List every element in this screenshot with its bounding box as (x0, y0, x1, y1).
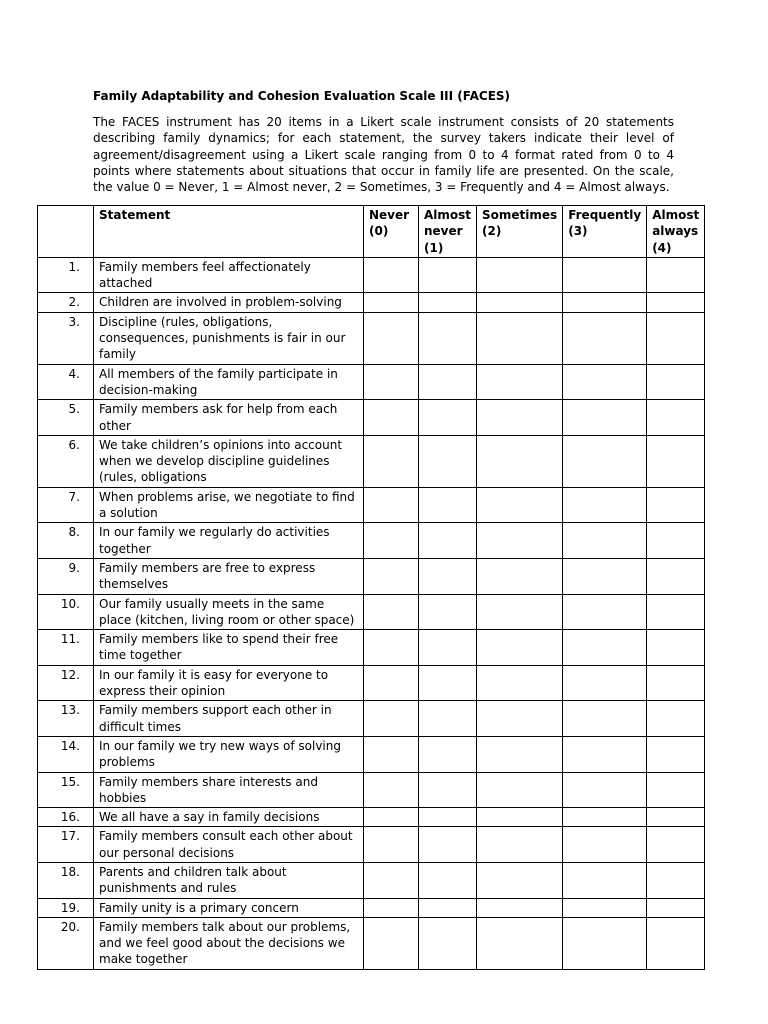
item-statement: Family unity is a primary concern (94, 898, 364, 917)
item-statement: Family members are free to express themselves (94, 558, 364, 594)
document-title: Family Adaptability and Cohesion Evaluation Scale III (FACES) (93, 89, 511, 103)
answer-cell-frequently[interactable] (563, 630, 647, 666)
answer-cell-sometimes[interactable] (477, 862, 563, 898)
answer-cell-never[interactable] (364, 257, 419, 293)
answer-cell-sometimes[interactable] (477, 772, 563, 808)
table-row (38, 558, 705, 594)
answer-cell-never[interactable] (364, 523, 419, 559)
answer-cell-almost-always[interactable] (647, 736, 705, 772)
item-statement: Parents and children talk about punishments and rules (94, 862, 364, 898)
header-almost-never: Almost never (1) (419, 206, 477, 258)
answer-cell-never[interactable] (364, 630, 419, 666)
answer-cell-sometimes[interactable] (477, 257, 563, 293)
item-number: 17. (38, 827, 94, 863)
answer-cell-almost-always[interactable] (647, 558, 705, 594)
answer-cell-frequently[interactable] (563, 665, 647, 701)
answer-cell-never[interactable] (364, 701, 419, 737)
answer-cell-sometimes[interactable] (477, 400, 563, 436)
answer-cell-never[interactable] (364, 808, 419, 827)
answer-cell-almost-always[interactable] (647, 898, 705, 917)
answer-cell-almost-always[interactable] (647, 630, 705, 666)
item-statement: Family members share interests and hobbies (94, 772, 364, 808)
item-number: 15. (38, 772, 94, 808)
answer-cell-almost-never[interactable] (419, 293, 477, 312)
answer-cell-almost-always[interactable] (647, 862, 705, 898)
answer-cell-frequently[interactable] (563, 862, 647, 898)
answer-cell-frequently[interactable] (563, 736, 647, 772)
answer-cell-sometimes[interactable] (477, 487, 563, 523)
item-number: 14. (38, 736, 94, 772)
answer-cell-never[interactable] (364, 665, 419, 701)
item-number: 20. (38, 917, 94, 969)
answer-cell-almost-always[interactable] (647, 523, 705, 559)
table-body (38, 257, 705, 969)
answer-cell-sometimes[interactable] (477, 435, 563, 487)
header-sometimes: Sometimes (2) (477, 206, 563, 258)
table-row (38, 898, 705, 917)
answer-cell-never[interactable] (364, 293, 419, 312)
header-almost-always: Almost always (4) (647, 206, 705, 258)
answer-cell-almost-never[interactable] (419, 435, 477, 487)
table-row (38, 364, 705, 400)
answer-cell-sometimes[interactable] (477, 558, 563, 594)
item-number: 2. (38, 293, 94, 312)
header-number (38, 206, 94, 258)
item-statement: Family members consult each other about our personal decisions (94, 827, 364, 863)
item-statement: Discipline (rules, obligations, consequences, punishments is fair in our family (94, 312, 364, 364)
answer-cell-never[interactable] (364, 862, 419, 898)
table-row (38, 594, 705, 630)
answer-cell-almost-never[interactable] (419, 523, 477, 559)
table-row (38, 772, 705, 808)
answer-cell-never[interactable] (364, 558, 419, 594)
answer-cell-frequently[interactable] (563, 808, 647, 827)
item-number: 11. (38, 630, 94, 666)
answer-cell-almost-always[interactable] (647, 701, 705, 737)
item-statement: All members of the family participate in decision-making (94, 364, 364, 400)
answer-cell-frequently[interactable] (563, 400, 647, 436)
table-row (38, 257, 705, 293)
answer-cell-almost-never[interactable] (419, 862, 477, 898)
answer-cell-frequently[interactable] (563, 487, 647, 523)
table-row (38, 630, 705, 666)
answer-cell-almost-always[interactable] (647, 917, 705, 969)
table-row (38, 312, 705, 364)
answer-cell-frequently[interactable] (563, 917, 647, 969)
header-frequently: Frequently (3) (563, 206, 647, 258)
answer-cell-almost-never[interactable] (419, 594, 477, 630)
answer-cell-almost-always[interactable] (647, 772, 705, 808)
answer-cell-frequently[interactable] (563, 364, 647, 400)
table-row (38, 435, 705, 487)
answer-cell-sometimes[interactable] (477, 630, 563, 666)
answer-cell-almost-always[interactable] (647, 400, 705, 436)
header-never: Never (0) (364, 206, 419, 258)
answer-cell-almost-never[interactable] (419, 487, 477, 523)
item-statement: Family members ask for help from each other (94, 400, 364, 436)
table-row (38, 293, 705, 312)
item-number: 8. (38, 523, 94, 559)
answer-cell-sometimes[interactable] (477, 293, 563, 312)
answer-cell-almost-never[interactable] (419, 312, 477, 364)
item-number: 16. (38, 808, 94, 827)
answer-cell-sometimes[interactable] (477, 827, 563, 863)
header-statement: Statement (94, 206, 364, 258)
item-number: 4. (38, 364, 94, 400)
answer-cell-almost-always[interactable] (647, 257, 705, 293)
item-statement: In our family we regularly do activities together (94, 523, 364, 559)
answer-cell-almost-never[interactable] (419, 898, 477, 917)
answer-cell-almost-always[interactable] (647, 364, 705, 400)
answer-cell-never[interactable] (364, 312, 419, 364)
answer-cell-almost-always[interactable] (647, 435, 705, 487)
answer-cell-never[interactable] (364, 364, 419, 400)
answer-cell-almost-never[interactable] (419, 558, 477, 594)
answer-cell-sometimes[interactable] (477, 736, 563, 772)
item-statement: We all have a say in family decisions (94, 808, 364, 827)
item-number: 9. (38, 558, 94, 594)
item-statement: Our family usually meets in the same place (kitchen, living room or other space) (94, 594, 364, 630)
answer-cell-almost-never[interactable] (419, 257, 477, 293)
item-statement: Children are involved in problem-solving (94, 293, 364, 312)
answer-cell-almost-always[interactable] (647, 665, 705, 701)
answer-cell-almost-never[interactable] (419, 630, 477, 666)
item-number: 12. (38, 665, 94, 701)
answer-cell-almost-never[interactable] (419, 827, 477, 863)
item-statement: In our family we try new ways of solving problems (94, 736, 364, 772)
answer-cell-sometimes[interactable] (477, 312, 563, 364)
answer-cell-sometimes[interactable] (477, 594, 563, 630)
answer-cell-almost-always[interactable] (647, 487, 705, 523)
item-number: 7. (38, 487, 94, 523)
answer-cell-almost-always[interactable] (647, 827, 705, 863)
item-statement: Family members feel affectionately attached (94, 257, 364, 293)
table-header-row (38, 206, 705, 258)
answer-cell-frequently[interactable] (563, 523, 647, 559)
answer-cell-never[interactable] (364, 594, 419, 630)
answer-cell-never[interactable] (364, 435, 419, 487)
answer-cell-never[interactable] (364, 917, 419, 969)
table-row (38, 862, 705, 898)
item-statement: Family members support each other in difficult times (94, 701, 364, 737)
answer-cell-never[interactable] (364, 827, 419, 863)
answer-cell-almost-always[interactable] (647, 594, 705, 630)
answer-cell-almost-never[interactable] (419, 917, 477, 969)
answer-cell-frequently[interactable] (563, 257, 647, 293)
table-row (38, 701, 705, 737)
table-row (38, 665, 705, 701)
answer-cell-almost-never[interactable] (419, 364, 477, 400)
answer-cell-never[interactable] (364, 487, 419, 523)
answer-cell-frequently[interactable] (563, 772, 647, 808)
item-statement: In our family it is easy for everyone to express their opinion (94, 665, 364, 701)
item-number: 18. (38, 862, 94, 898)
answer-cell-never[interactable] (364, 736, 419, 772)
answer-cell-almost-always[interactable] (647, 293, 705, 312)
table-row (38, 487, 705, 523)
table-row (38, 400, 705, 436)
intro-paragraph: The FACES instrument has 20 items in a Likert scale instrument consists of 20 statements describing family dynamics; for each statement, the survey takers indicate their level of agreement/disagreement using a Likert scale ranging from 0 to 4 format rated from 0 to 4 points where statements about situations that occur in family life are presented. On the scale, the value 0 = Never, 1 = Almost never, 2 = Sometimes, 3 = Frequently and 4 = Almost always. (93, 115, 674, 195)
answer-cell-almost-always[interactable] (647, 312, 705, 364)
answer-cell-almost-never[interactable] (419, 772, 477, 808)
answer-cell-almost-never[interactable] (419, 736, 477, 772)
table-row (38, 808, 705, 827)
answer-cell-almost-never[interactable] (419, 701, 477, 737)
answer-cell-frequently[interactable] (563, 435, 647, 487)
answer-cell-sometimes[interactable] (477, 808, 563, 827)
answer-cell-never[interactable] (364, 772, 419, 808)
answer-cell-frequently[interactable] (563, 827, 647, 863)
answer-cell-sometimes[interactable] (477, 898, 563, 917)
table-row (38, 917, 705, 969)
answer-cell-frequently[interactable] (563, 558, 647, 594)
item-number: 19. (38, 898, 94, 917)
answer-cell-never[interactable] (364, 898, 419, 917)
answer-cell-frequently[interactable] (563, 594, 647, 630)
answer-cell-almost-always[interactable] (647, 808, 705, 827)
item-number: 6. (38, 435, 94, 487)
item-number: 10. (38, 594, 94, 630)
answer-cell-sometimes[interactable] (477, 917, 563, 969)
answer-cell-frequently[interactable] (563, 898, 647, 917)
answer-cell-sometimes[interactable] (477, 665, 563, 701)
item-number: 5. (38, 400, 94, 436)
answer-cell-sometimes[interactable] (477, 364, 563, 400)
table-row (38, 736, 705, 772)
table-row (38, 523, 705, 559)
item-number: 1. (38, 257, 94, 293)
item-statement: Family members talk about our problems, and we feel good about the decisions we make together (94, 917, 364, 969)
faces-table (37, 205, 705, 970)
answer-cell-frequently[interactable] (563, 312, 647, 364)
answer-cell-almost-never[interactable] (419, 400, 477, 436)
answer-cell-almost-never[interactable] (419, 665, 477, 701)
answer-cell-never[interactable] (364, 400, 419, 436)
answer-cell-sometimes[interactable] (477, 523, 563, 559)
answer-cell-frequently[interactable] (563, 701, 647, 737)
item-statement: We take children’s opinions into account when we develop discipline guidelines (rules, obligations (94, 435, 364, 487)
item-number: 3. (38, 312, 94, 364)
table-row (38, 827, 705, 863)
item-statement: Family members like to spend their free time together (94, 630, 364, 666)
item-statement: When problems arise, we negotiate to find a solution (94, 487, 364, 523)
answer-cell-sometimes[interactable] (477, 701, 563, 737)
answer-cell-frequently[interactable] (563, 293, 647, 312)
item-number: 13. (38, 701, 94, 737)
answer-cell-almost-never[interactable] (419, 808, 477, 827)
